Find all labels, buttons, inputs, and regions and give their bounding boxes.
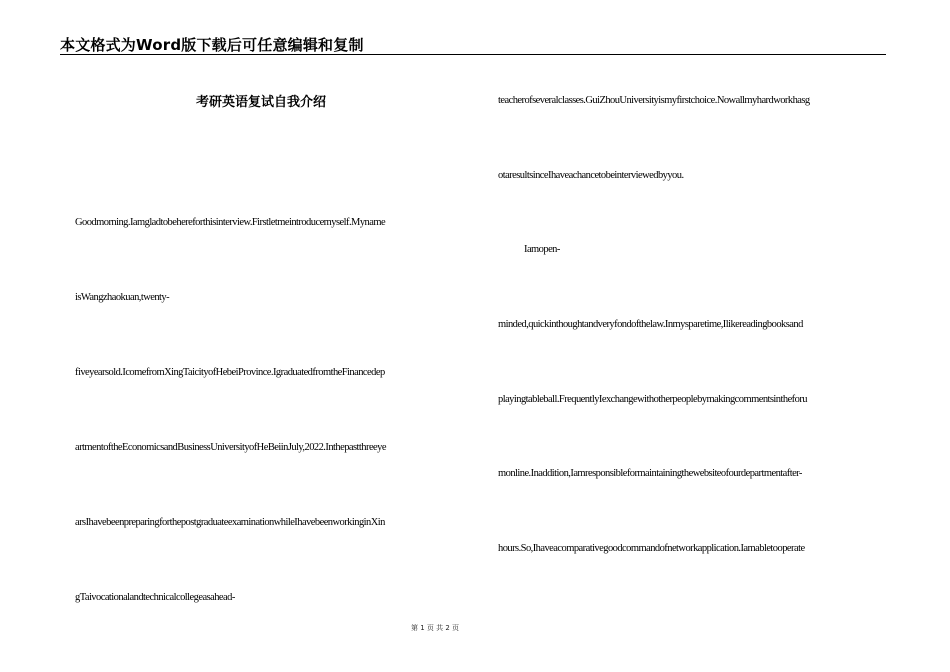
body-text-line: artmentoftheEconomicsandBusinessUniversityofHeBeiinJuly,2022.Inthepastthreeye [75, 442, 386, 453]
page-number: 第 1 页 共 2 页 [410, 624, 460, 632]
body-text-line: teacherofseveralclasses.GuiZhouUniversityismyfirstchoice.Nowallmyhardworkhasg [498, 95, 810, 106]
body-text-line: hours.So,Ihaveacomparativegoodcommandofnetworkapplication.Iamabletooperate [498, 543, 805, 554]
body-text-line: gTaivocationalandtechnicalcollegeasahead- [75, 592, 235, 603]
body-text-line: minded,quickinthoughtandveryfondofthelaw.Inmysparetime,Ilikereadingbooksand [498, 319, 803, 330]
body-text-line: isWangzhaokuan,twenty- [75, 292, 170, 303]
body-text-line: Goodmorning.Iamgladtobehereforthisinterview.Firstletmeintroducemyself.Myname [75, 217, 386, 228]
body-text-line: fiveyearsold.IcomefromXingTaicityofHebeiProvince.IgraduatedfromtheFinancedep [75, 367, 385, 378]
body-text-line: monline.Inaddition,Iamresponsibleformaintainingthewebsiteofourdepartmentafter- [498, 468, 802, 479]
body-text-line: playingtableball.FrequentlyIexchangewithotherpeoplebymakingcommentsintheforu [498, 394, 807, 405]
body-text-line: Iamopen- [524, 244, 560, 255]
body-text-line: arsIhavebeenpreparingforthepostgraduateexaminationwhileIhavebeenworkinginXin [75, 517, 385, 528]
body-text-line: otaresultsinceIhaveachancetobeinterviewedbyyou. [498, 170, 684, 181]
header-divider [60, 54, 886, 55]
document-title: 考研英语复试自我介绍 [195, 95, 326, 110]
document-banner: 本文格式为Word版下载后可任意编辑和复制 [60, 36, 364, 54]
